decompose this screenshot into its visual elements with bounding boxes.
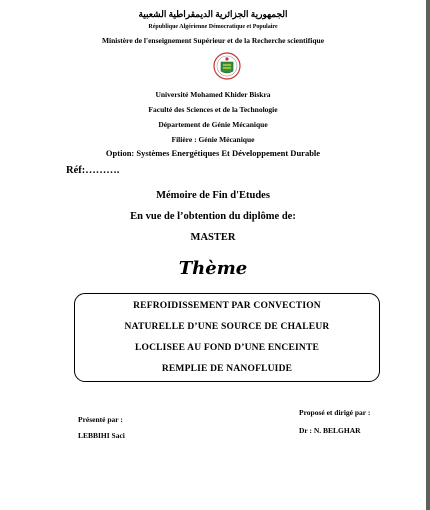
- degree-name: MASTER: [190, 232, 236, 243]
- supervised-by-label: Proposé et dirigé par :: [299, 408, 371, 417]
- republic-line: République Algérienne Démocratique et Populaire: [148, 24, 278, 30]
- supervisor-name: Dr : N. BELGHAR: [299, 426, 361, 435]
- university-emblem-icon: [213, 52, 241, 80]
- memoir-title: Mémoire de Fin d'Etudes: [156, 190, 270, 201]
- department-name: Département de Génie Mécanique: [158, 120, 268, 129]
- field-name: Filière : Génie Mécanique: [171, 135, 255, 144]
- ministry-line: Ministère de l'enseignement Supérieur et de la Recherche scientifique: [101, 36, 325, 45]
- theme-label: Thème: [178, 258, 248, 279]
- thesis-title-line: NATURELLE D’UNE SOURCE DE CHALEUR: [124, 322, 330, 332]
- memoir-purpose: En vue de l’obtention du diplôme de:: [130, 211, 296, 222]
- university-name: Université Mohamed Khider Biskra: [155, 90, 271, 99]
- thesis-title-line: REFROIDISSEMENT PAR CONVECTION: [133, 301, 321, 311]
- thesis-title-box: [74, 293, 380, 382]
- thesis-title-line: LOCLISEE AU FOND D’UNE ENCEINTE: [134, 343, 320, 353]
- thesis-title-line: REMPLIE DE NANOFLUIDE: [161, 364, 293, 374]
- reference-number: Réf:……….: [66, 165, 120, 176]
- arabic-header: الجمهورية الجزائرية الديمقراطية الشعبية: [138, 9, 288, 19]
- presented-by-label: Présenté par :: [78, 415, 123, 424]
- option-name: Option: Systèmes Energétiques Et Développement Durable: [105, 148, 321, 158]
- faculty-name: Faculté des Sciences et de la Technologie: [148, 105, 278, 114]
- author-name: LEBBIHI Saci: [78, 431, 125, 440]
